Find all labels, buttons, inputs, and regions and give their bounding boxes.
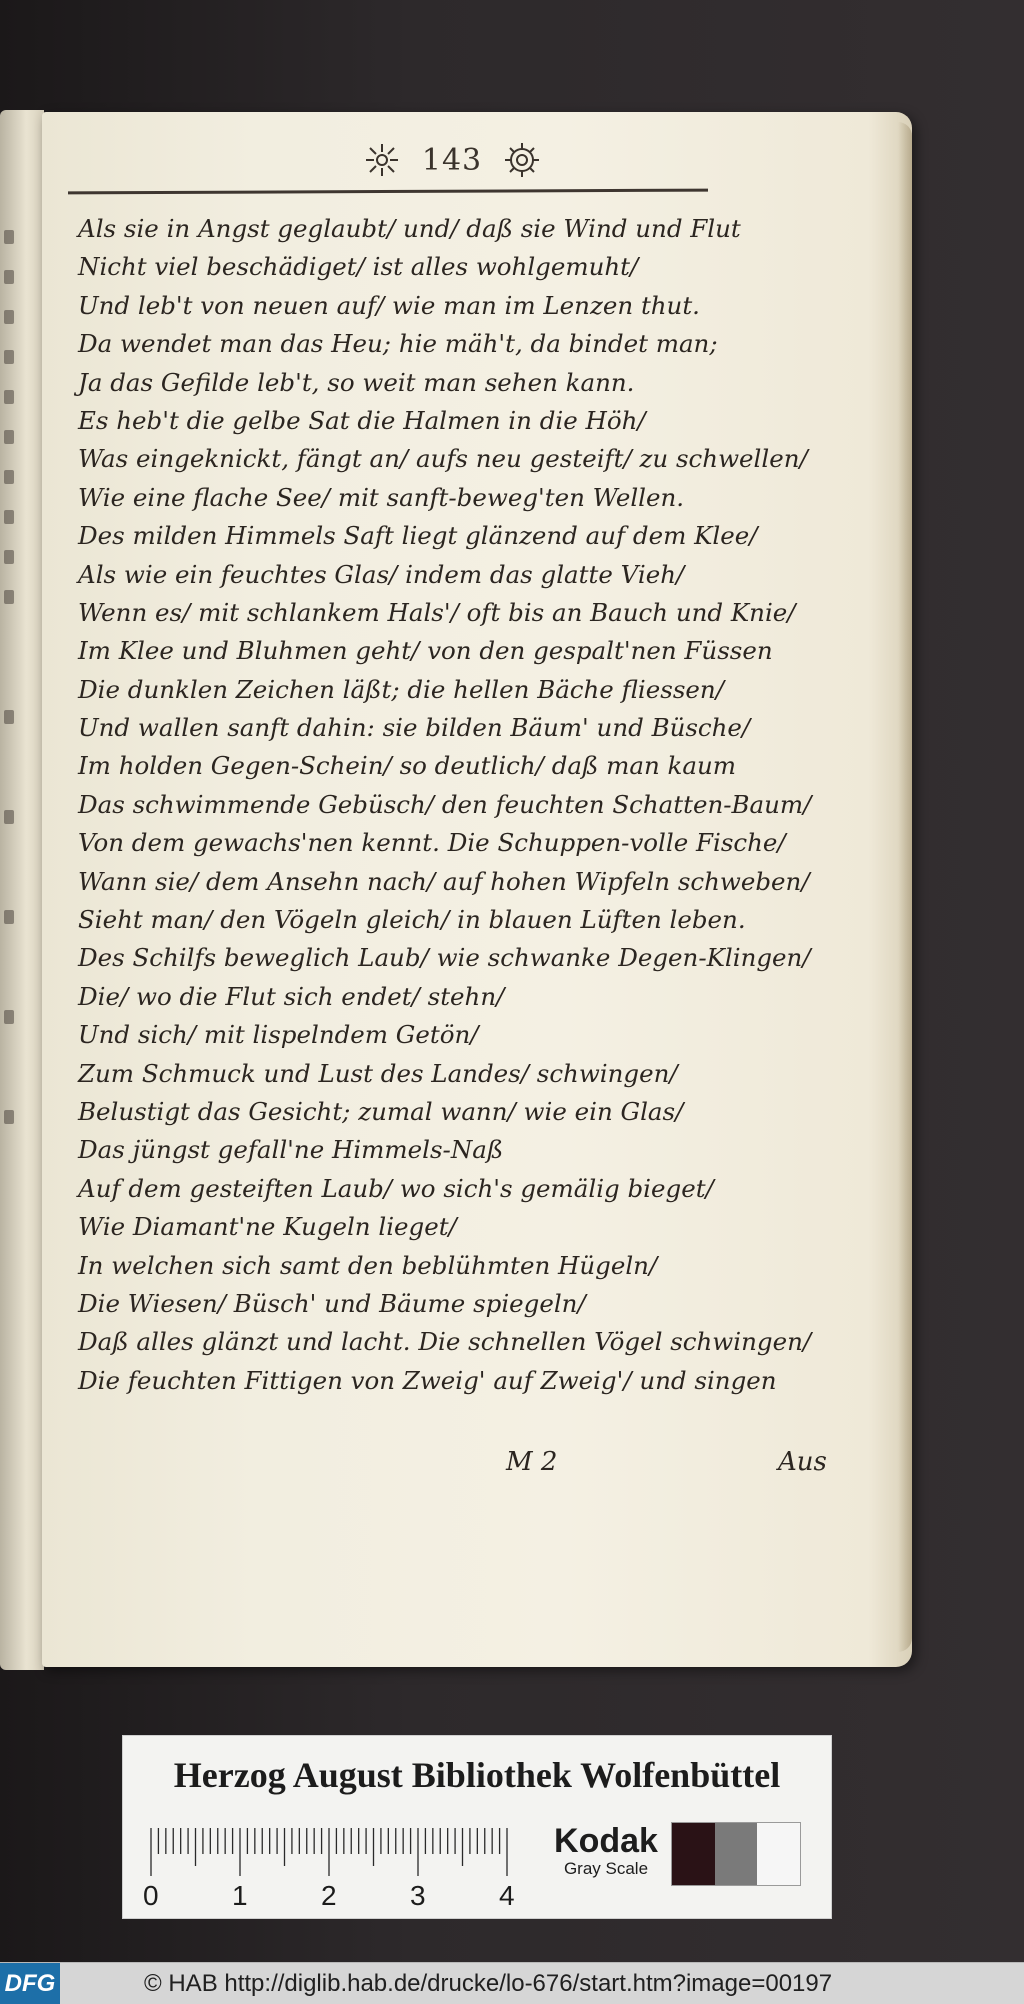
- ruler-number: 2: [321, 1880, 337, 1911]
- ruler-number: 1: [232, 1880, 248, 1911]
- kodak-label: [541, 1822, 671, 1879]
- previous-page-edge: [0, 110, 44, 1670]
- book-page: [42, 112, 912, 1667]
- swatch-light: [757, 1823, 800, 1885]
- poem-line: Und wallen sanft dahin: sie bilden Bäum' und Büsche/: [78, 713, 751, 743]
- poem-line: Im holden Gegen-Schein/ so deutlich/ daß man kaum: [78, 751, 737, 781]
- poem-line: Das schwimmende Gebüsch/ den feuchten Schatten-Baum/: [78, 789, 812, 819]
- poem-line: Die dunklen Zeichen läßt; die hellen Bäche fliessen/: [78, 674, 724, 704]
- poem-line: Das jüngst gefall'ne Himmels-Naß: [78, 1135, 504, 1165]
- gray-scale-swatches: [671, 1822, 801, 1886]
- poem-line: In welchen sich samt den beblühmten Hügeln/: [78, 1250, 658, 1280]
- poem-line: Nicht viel beschädiget/ ist alles wohlgemuht/: [78, 252, 639, 282]
- poem-line: Und sich/ mit lispelndem Getön/: [78, 1020, 479, 1050]
- page-number: 143: [421, 142, 483, 178]
- poem-line: Als wie ein feuchtes Glas/ indem das glatte Vieh/: [78, 559, 685, 589]
- ruler-number: 0: [143, 1880, 159, 1911]
- flower-ornament-icon: [504, 142, 540, 178]
- poem-line: Es heb't die gelbe Sat die Halmen in die Höh/: [78, 405, 646, 435]
- header-rule: [68, 189, 708, 195]
- poem-line: Die feuchten Fittigen von Zweig' auf Zweig'/ und singen: [78, 1365, 777, 1395]
- poem-line: Die/ wo die Flut sich endet/ stehn/: [78, 981, 505, 1011]
- poem-line: Die Wiesen/ Büsch' und Bäume spiegeln/: [78, 1288, 586, 1318]
- page-footer: [78, 1447, 838, 1487]
- swatch-dark: [672, 1823, 715, 1885]
- poem-line: Daß alles glänzt und lacht. Die schnellen Vögel schwingen/: [78, 1327, 812, 1357]
- poem-line: Und leb't von neuen auf/ wie man im Lenzen thut.: [78, 290, 700, 320]
- page-header: [317, 138, 587, 182]
- copyright-link[interactable]: © HAB http://diglib.hab.de/drucke/lo-676/start.htm?image=00197: [144, 1970, 833, 1997]
- poem-line: Zum Schmuck und Lust des Landes/ schwingen/: [78, 1058, 678, 1088]
- poem-line: Von dem gewachs'nen kennt. Die Schuppen-volle Fische/: [78, 828, 786, 858]
- gray-scale-label: Gray Scale: [563, 1859, 649, 1878]
- poem-line: Als sie in Angst geglaubt/ und/ daß sie Wind und Flut: [78, 214, 741, 243]
- poem-line: Wie Diamant'ne Kugeln lieget/: [78, 1212, 457, 1242]
- poem-line: Belustigt das Gesicht; zumal wann/ wie ein Glas/: [78, 1096, 684, 1126]
- signature-mark: M 2: [506, 1447, 558, 1477]
- poem-line: Da wendet man das Heu; hie mäh't, da bindet man;: [78, 329, 718, 359]
- catchword: Aus: [778, 1447, 827, 1477]
- poem-line: Ja das Gefilde leb't, so weit man sehen kann.: [78, 367, 635, 397]
- swatch-mid: [715, 1823, 758, 1885]
- library-name: Herzog August Bibliothek Wolfenbüttel: [173, 1755, 781, 1795]
- dfg-logo: DFG: [0, 1963, 60, 2004]
- poem-text: [78, 210, 818, 1400]
- poem-line: Des Schilfs beweglich Laub/ wie schwanke Degen-Klingen/: [78, 943, 811, 973]
- poem-line: Des milden Himmels Saft liegt glänzend auf dem Klee/: [78, 521, 758, 551]
- flower-ornament-icon: [364, 142, 400, 178]
- kodak-brand: Kodak: [554, 1822, 658, 1860]
- poem-line: Auf dem gesteiften Laub/ wo sich's gemälig bieget/: [78, 1173, 714, 1203]
- poem-line: Sieht man/ den Vögeln gleich/ in blauen Lüften leben.: [78, 905, 746, 935]
- poem-line: Was eingeknickt, fängt an/ aufs neu gesteift/ zu schwellen/: [78, 444, 808, 474]
- ruler-ticks: [149, 1826, 549, 1876]
- poem-line: Wie eine flache See/ mit sanft-beweg'ten Wellen.: [78, 482, 685, 512]
- scale-ruler: [143, 1826, 549, 1911]
- color-calibration-card: [122, 1735, 832, 1919]
- ruler-number: 3: [410, 1880, 426, 1911]
- ruler-number: 4: [499, 1880, 515, 1911]
- viewer-footer: [0, 1962, 1024, 2004]
- poem-line: Wann sie/ dem Ansehn nach/ auf hohen Wipfeln schweben/: [78, 866, 810, 896]
- poem-line: Im Klee und Bluhmen geht/ von den gespalt'nen Füssen: [78, 636, 773, 666]
- poem-line: Wenn es/ mit schlankem Hals'/ oft bis an Bauch und Knie/: [78, 597, 796, 627]
